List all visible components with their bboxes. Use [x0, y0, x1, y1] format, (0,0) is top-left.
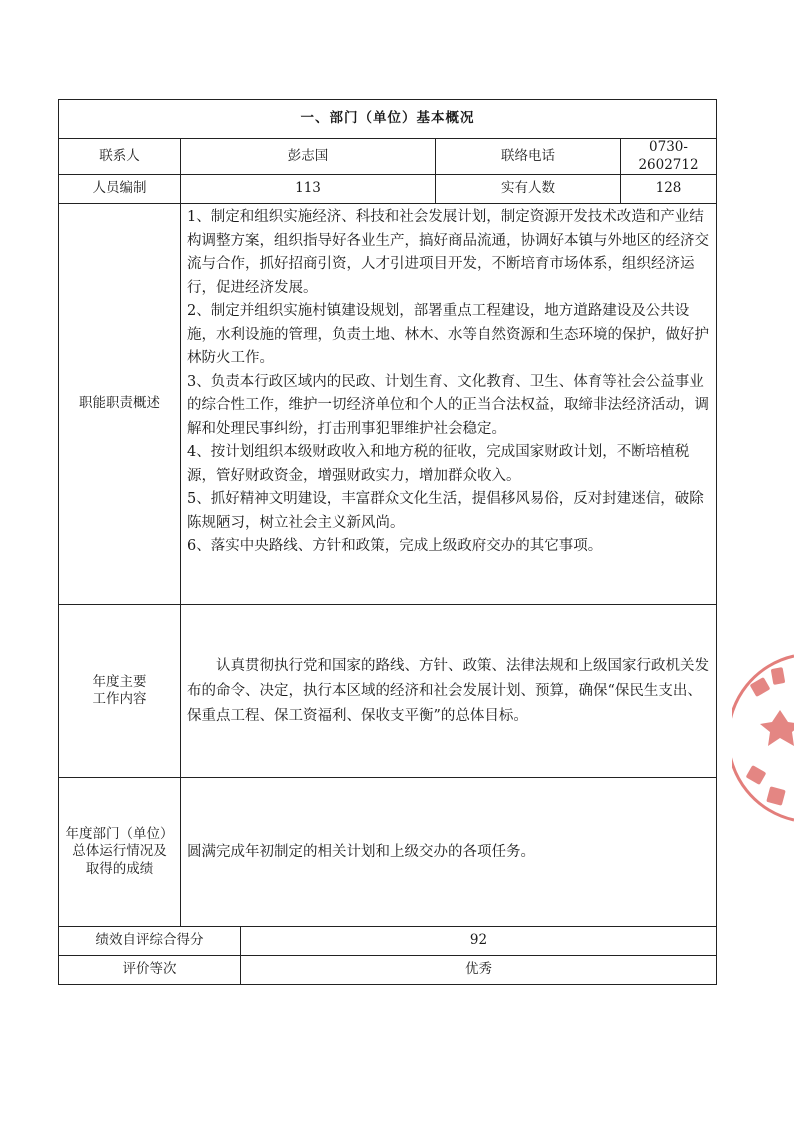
- performance-label-line3: 取得的成绩: [85, 860, 154, 877]
- performance-label-line2: 总体运行情况及: [72, 843, 167, 860]
- grade-value: 优秀: [241, 956, 717, 985]
- phone-label: 联络电话: [436, 139, 621, 175]
- contact-value: 彭志国: [181, 139, 436, 175]
- staff-label: 人员编制: [59, 175, 181, 204]
- annual-work-label-line1: 年度主要: [92, 673, 147, 690]
- score-value: 92: [241, 927, 717, 956]
- grade-label: 评价等次: [59, 956, 241, 985]
- performance-text: 圆满完成年初制定的相关计划和上级交办的各项任务。: [187, 843, 535, 860]
- annual-work-label-line2: 工作内容: [92, 691, 147, 708]
- duty-item: 4、按计划组织本级财政收入和地方税的征收，完成国家财政计划，不断培植税源，管好财政资金，增强财政实力，增加群众收入。: [187, 444, 690, 484]
- duties-label: 职能职责概述: [59, 204, 181, 605]
- actual-staff-value: 128: [621, 175, 717, 204]
- annual-work-text: 认真贯彻执行党和国家的路线、方针、政策、法律法规和上级国家行政机关发布的命令、决定，执行本区域的经济和社会发展计划、预算，确保“保民生支出、保重点工程、保工资福利、保收支平衡”的总体目标。: [187, 657, 709, 724]
- staff-value: 113: [181, 175, 436, 204]
- annual-work-cell: [181, 605, 717, 778]
- duties-cell: [181, 204, 717, 605]
- performance-label: [59, 778, 181, 927]
- basic-info-table: [58, 99, 717, 985]
- duty-item: 6、落实中央路线、方针和政策，完成上级政府交办的其它事项。: [187, 538, 603, 555]
- contact-label: 联系人: [59, 139, 181, 175]
- score-label: 绩效自评综合得分: [59, 927, 241, 956]
- performance-cell: [181, 778, 717, 927]
- duty-item: 2、制定并组织实施村镇建设规划，部署重点工程建设，地方道路建设及公共设施，水利设施的管理，负责土地、林木、水等自然资源和生态环境的保护，做好护林防火工作。: [187, 303, 709, 367]
- official-seal-icon: [732, 650, 794, 825]
- duty-item: 5、抓好精神文明建设，丰富群众文化生活，提倡移风易俗，反对封建迷信，破除陈规陋习，树立社会主义新风尚。: [187, 491, 704, 531]
- phone-value: 0730-2602712: [621, 139, 717, 175]
- duty-item: 1、制定和组织实施经济、科技和社会发展计划，制定资源开发技术改造和产业结构调整方案，组织指导好各业生产，搞好商品流通，协调好本镇与外地区的经济交流与合作，抓好招商引资，人才引进项目开发，不断培育市场体系，组织经济运行，促进经济发展。: [187, 209, 709, 296]
- annual-work-label: [59, 605, 181, 778]
- page-title: 一、部门（单位）基本概况: [59, 100, 717, 139]
- actual-staff-label: 实有人数: [436, 175, 621, 204]
- performance-label-line1: 年度部门（单位）: [65, 825, 174, 842]
- duty-item: 3、负责本行政区域内的民政、计划生育、文化教育、卫生、体育等社会公益事业的综合性工作，维护一切经济单位和个人的正当合法权益，取缔非法经济活动，调解和处理民事纠纷，打击刑事犯罪维护社会稳定。: [187, 373, 709, 437]
- duties-list: [181, 204, 716, 559]
